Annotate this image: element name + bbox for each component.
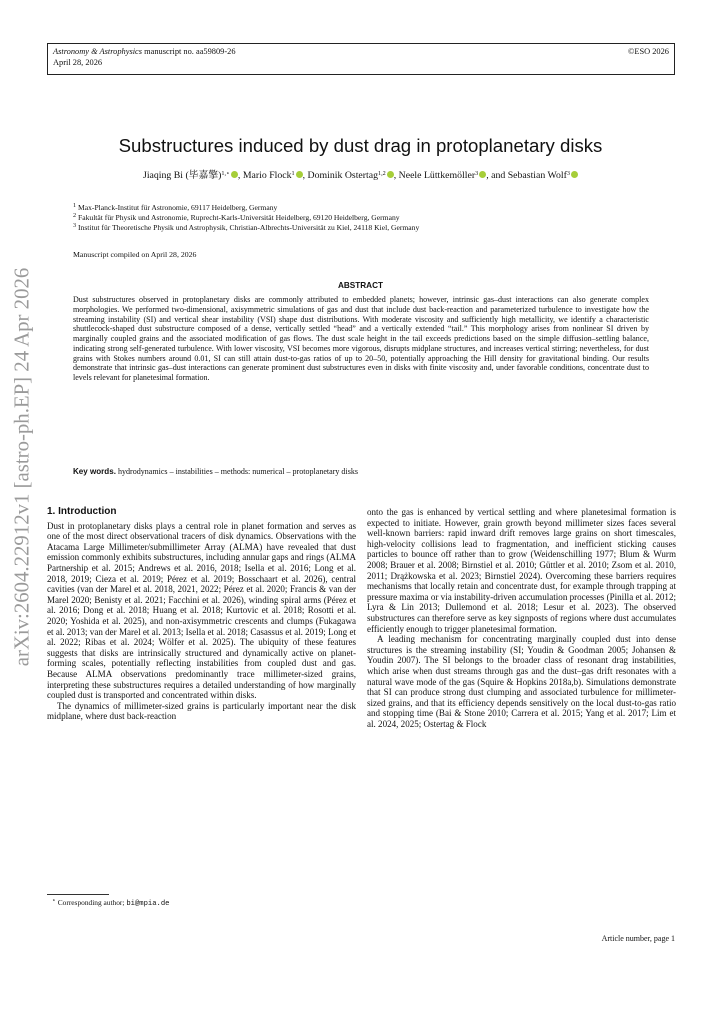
footnote-text: Corresponding author; — [57, 898, 125, 907]
author-affil: 1 — [291, 169, 295, 177]
abstract-body: Dust substructures observed in protoplanetary disks are commonly attributed to embedded planets; however, intrinsic gas–dust interactions can also generate complex morphologies. We performed two-dimensional, axisymmetric simulations of gas and dust that include dust back-reaction and parameterized turbulence to investigate how the streaming instability (SI) and vertical shear instability (VSI) shape dust distributions. With moderate viscosity and sufficiently high metallicity, we identify a characteristic shuttlecock-shaped dust substructure composed of a dense, vertically settled “head” and a vertically extended “tail.” This morphology arises from nonlinear SI driven by marginally coupled grains and the associated modification of gas flows. The dust scale height in the tail exceeds predictions based on the simple diffusion–settling balance, indicating strong self-generated turbulence. With lower viscosity, VSI becomes more vigorous, disrupts midplane structures, and increases vertical stirring; nevertheless, for dust grains with Stokes numbers around 0.01, SI can still attain dust-to-gas ratios of up to 20–50, potentially approaching the Hill density for gravitational binding. Our results demonstrate that intrinsic gas–dust interactions can generate prominent dust substructures even in disks with finite viscosity and, under favorable conditions, concentrate dust to levels relevant for planetesimal formation. — [73, 295, 649, 382]
keywords-line — [73, 467, 649, 476]
section-heading-introduction: 1. Introduction — [47, 506, 117, 517]
author-affil: 1,⋆ — [221, 169, 230, 177]
orcid-icon[interactable] — [479, 171, 486, 178]
author-2 — [243, 170, 303, 181]
author-affil: 1,2 — [378, 169, 386, 177]
affiliation-text: Institut für Theoretische Physik und Astrophysik, Christian-Albrechts-Universität zu Kiel, 24118 Kiel, Germany — [78, 222, 420, 232]
paper-title: Substructures induced by dust drag in protoplanetary disks — [118, 135, 603, 156]
affiliation-number: 3 — [73, 221, 77, 229]
copyright-notice: ©ESO 2026 — [627, 47, 669, 56]
author-4 — [399, 170, 487, 181]
footnote-divider — [47, 894, 109, 895]
affiliation-1 — [73, 203, 653, 213]
email-link[interactable]: bi@mpia.de — [126, 900, 170, 908]
journal-name: Astronomy & Astrophysics — [53, 47, 143, 56]
author-joiner: and — [491, 170, 506, 181]
manuscript-number: manuscript no. aa59809-26 — [144, 47, 236, 56]
affiliation-list — [73, 203, 653, 232]
author-name: Jiaqing Bi (毕嘉擎) — [143, 170, 222, 181]
affiliation-text: Max-Planck-Institut für Astronomie, 69117 Heidelberg, Germany — [78, 203, 278, 212]
affiliation-2 — [73, 213, 653, 223]
keywords-label: Key words. — [73, 467, 116, 476]
author-affil: 3 — [475, 169, 479, 177]
paragraph: The dynamics of millimeter-sized grains is particularly important near the disk midplane, where dust back-reaction — [47, 700, 356, 722]
author-name: Neele Lüttkemöller — [398, 170, 476, 181]
affiliation-text: Fakultät für Physik und Astronomie, Ruprecht-Karls-Universität Heidelberg, 69120 Heidelberg, Germany — [78, 212, 400, 222]
keywords-list: hydrodynamics – instabilities – methods: numerical – protoplanetary disks — [117, 467, 358, 476]
orcid-icon[interactable] — [387, 171, 394, 178]
orcid-icon[interactable] — [231, 171, 238, 178]
paragraph: Dust in protoplanetary disks plays a central role in planet formation and serves as one of the most direct observational tracers of disk dynamics. Observations with the Atacama Large Millimeter/submillimeter Array (ALMA) have revealed that dust emission commonly exhibits substructures, including annular gaps and rings (ALMA Partnership et al. 2015; Andrews et al. 2016, 2018; Isella et al. 2016; Long et al. 2018, 2019; Cieza et al. 2019; Pérez et al. 2019; Bosschaart et al. 2026), central cavities (van der Marel et al. 2018, 2021, 2022; Pérez et al. 2020; Francis & van der Marel 2020; Benisty et al. 2021; Facchini et al. 2026), winding spiral arms (Pérez et al. 2016; Dong et al. 2018; Huang et al. 2018; Kurtovic et al. 2018; Rosotti et al. 2020; Yoshida et al. 2025), and non-axisymmetric crescents and clumps (Fukagawa et al. 2013; van der Marel et al. 2013; Isella et al. 2018; Casassus et al. 2019; Long et al. 2022; Ribas et al. 2024; Wölfer et al. 2025). The ubiquity of these features suggests that disks are intrinsically structured and dynamically active on planet-forming scales, potentially reflecting instabilities from coupled dust and gas. Because ALMA observations predominantly trace millimeter-sized grains, interpreting these substructures requires a detailed understanding of how marginally coupled dust is transported and concentrated within disks. — [47, 520, 356, 701]
compiled-date: Manuscript compiled on April 28, 2026 — [73, 250, 197, 259]
orcid-icon[interactable] — [296, 171, 303, 178]
orcid-icon[interactable] — [571, 171, 578, 178]
arxiv-identifier-text[interactable]: arXiv:2604.22912v1 [astro-ph.EP] 24 Apr 2026 — [10, 267, 34, 667]
author-name: Dominik Ostertag — [307, 170, 379, 181]
author-5 — [508, 170, 578, 181]
header-line-1 — [53, 46, 669, 57]
author-1 — [143, 170, 238, 181]
paragraph: onto the gas is enhanced by vertical settling and where planetesimal formation is expected to initiate. However, grain growth beyond millimeter sizes faces several well-known barriers: rapid inward drift removes large grains on short timescales, high-velocity collisions lead to fragmentation, and inefficient sticking causes particles to bounce off rather than to grow (Weidenschilling 1977; Blum & Wurm 2008; Brauer et al. 2008; Birnstiel et al. 2010; Güttler et al. 2010; Zsom et al. 2010, 2011; Drążkowska et al. 2023; Birnstiel 2024). Overcoming these barriers requires mechanisms that locally retain and concentrate dust, for example through trapping at pressure maxima or via instability-driven accumulation processes (Pinilla et al. 2012; Lyra & Lin 2013; Dullemond et al. 2018; Lesur et al. 2023). The observed substructures can therefore serve as key signposts of regions where dust accumulates efficiently enough to trigger planetesimal formation. — [367, 507, 676, 634]
right-column — [367, 507, 676, 729]
journal-header — [47, 43, 675, 75]
affiliation-number: 1 — [73, 201, 77, 209]
affiliation-3 — [73, 223, 653, 233]
left-column — [47, 507, 356, 722]
footnote — [52, 898, 169, 908]
author-affil: 3 — [566, 169, 570, 177]
author-list: Jiaqing Bi (毕嘉擎)$^{1,⋆}$ , Mario Flock$^1$ , Dominik Ostertag$^{1,2}$ , Neele Lüttkemöller$^3$ , and Sebastian Wolf$^3$ — [0, 167, 721, 181]
paragraph: A leading mechanism for concentrating marginally coupled dust into dense structures is the streaming instability (SI; Youdin & Goodman 2005; Johansen & Youdin 2007). The SI belongs to the broader class of resonant drag instabilities, which arise when dust streams through gas and the dust–gas drift resonates with a natural wave mode of the gas (Squire & Hopkins 2018a,b). Simulations demonstrate that SI can produce strong dust clumping and associated turbulence for millimeter-sized grains, and that its efficiency depends sensitively on the local dust-to-gas ratio and stopping time (Bai & Stone 2010; Carrera et al. 2015; Yang et al. 2017; Lim et al. 2024, 2025; Ostertag & Flock — [367, 634, 676, 729]
footnote-mark: ⋆ — [52, 896, 56, 904]
header-date: April 28, 2026 — [53, 58, 103, 67]
author-3 — [308, 170, 394, 181]
affiliation-number: 2 — [73, 211, 77, 219]
arxiv-identifier — [2, 268, 42, 666]
page-label: Article number, page 1 — [601, 934, 675, 943]
author-name: Mario Flock — [242, 170, 292, 181]
abstract-heading: ABSTRACT — [337, 281, 384, 290]
author-name: Sebastian Wolf — [507, 170, 567, 181]
